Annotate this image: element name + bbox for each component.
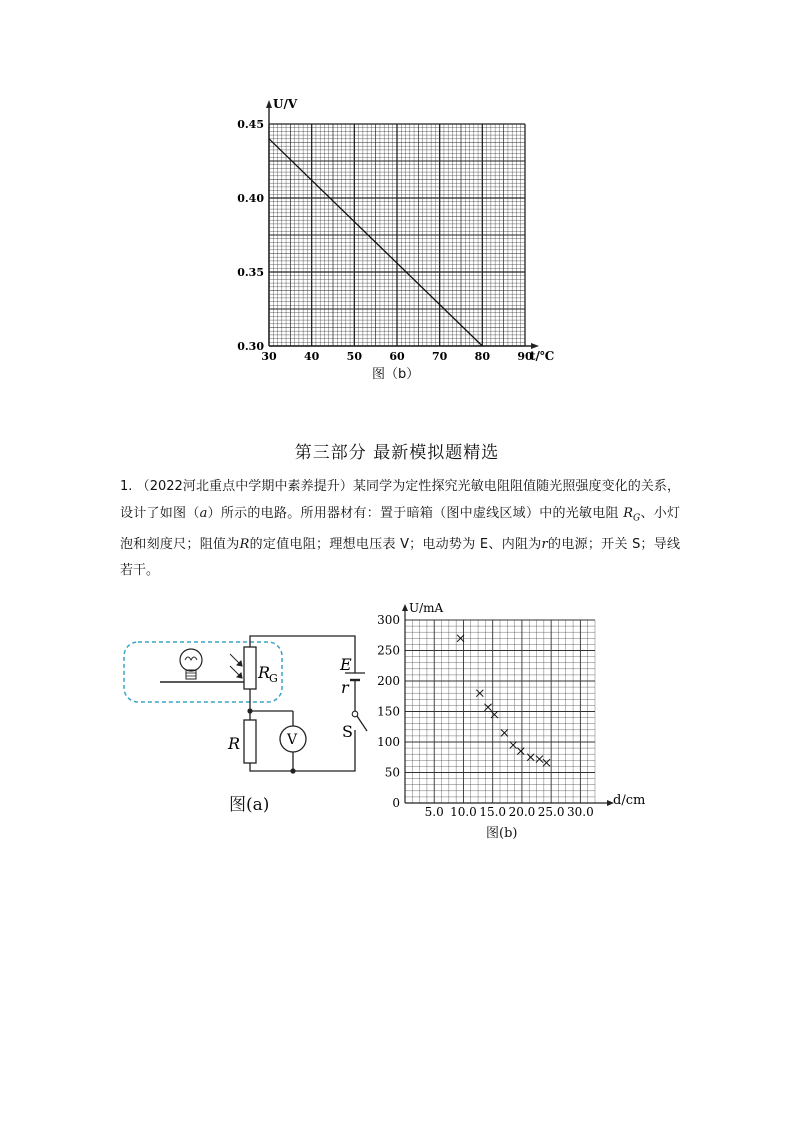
label-r-internal: r — [341, 678, 349, 697]
data-point — [501, 729, 508, 736]
switch-lever — [357, 716, 367, 731]
data-point — [510, 742, 517, 749]
x-tick-label: 30.0 — [567, 805, 594, 819]
chart-grid — [269, 124, 525, 346]
temperature-voltage-chart — [230, 95, 570, 385]
data-point — [536, 756, 543, 763]
y-tick-label: 0.35 — [237, 266, 264, 279]
label-r: R — [228, 734, 241, 753]
circuit-diagram — [118, 625, 378, 785]
problem-text-part: 的定值电阻；理想电压表 V；电动势为 E、内阻为 — [249, 536, 542, 552]
label-e: E — [340, 655, 352, 674]
section-title: 第三部分 最新模拟题精选 — [294, 443, 500, 463]
y-tick-label: 100 — [377, 735, 400, 749]
symbol-rg-sub: G — [632, 513, 641, 524]
y-axis-arrow — [266, 100, 272, 108]
x-tick-label: 80 — [474, 350, 490, 363]
y-tick-label: 50 — [384, 765, 400, 780]
y-tick-label: 150 — [377, 704, 400, 719]
y-tick-label: 0.30 — [237, 340, 264, 353]
label-s: S — [342, 722, 353, 741]
x-tick-label: 25.0 — [537, 805, 565, 819]
symbol-rg: R — [623, 505, 633, 521]
problem-text-part: 的电源；开关 S；导线若干。 — [120, 536, 680, 579]
problem-number: 1. — [120, 479, 133, 494]
y-axis-label: U/V — [273, 97, 298, 111]
problem-text-italic: a — [199, 505, 208, 521]
chart-marks — [377, 601, 645, 819]
symbol-r: R — [239, 536, 250, 552]
data-point — [491, 711, 498, 718]
x-tick-label: 40 — [304, 350, 320, 363]
lamp-icon — [180, 649, 202, 679]
data-point — [527, 754, 534, 761]
chart-marks — [237, 97, 554, 363]
y-tick-label: 250 — [377, 643, 400, 658]
distance-scatter-chart — [370, 600, 650, 825]
photoresistor — [244, 647, 256, 689]
x-tick-label: 90 — [517, 350, 533, 363]
problem-text-part: 、小灯泡和刻度尺；阻值为 — [120, 505, 680, 552]
y-tick-label: 300 — [377, 613, 400, 627]
figure-b-caption-bottom: 图(b) — [486, 826, 518, 841]
y-tick-label: 0.40 — [237, 192, 264, 205]
label-rg: R — [258, 663, 271, 682]
label-rg-sub: G — [269, 672, 278, 685]
x-tick-label: 60 — [389, 350, 405, 363]
figure-b-caption-top: 图（b） — [372, 367, 420, 382]
problem-text-part: ）所示的电路。所用器材有：置于暗箱（图中虚线区域）中的光敏电阻 — [207, 505, 624, 521]
chart-grid — [405, 620, 595, 803]
data-point — [517, 748, 524, 755]
x-axis-label: t/℃ — [530, 349, 555, 363]
x-tick-label: 50 — [346, 350, 362, 363]
figure-a-caption: 图(a) — [229, 795, 270, 815]
x-tick-label: 15.0 — [479, 805, 507, 819]
light-arrows-icon — [230, 654, 242, 678]
problem-text-part: （2022河北重点中学期中素养提升）某同学为定性探究光敏电阻阻值随光照强度变化的关系，设计了如图（ — [120, 479, 680, 521]
data-point — [485, 704, 492, 711]
x-tick-label: 5.0 — [424, 805, 444, 819]
y-tick-label: 200 — [377, 674, 400, 688]
x-tick-label: 20.0 — [508, 805, 536, 819]
y-tick-label: 0 — [392, 796, 400, 810]
y-axis-arrow — [402, 604, 408, 611]
fixed-resistor — [244, 720, 256, 763]
symbol-r-small: r — [541, 536, 548, 552]
y-axis-label: U/mA — [409, 601, 444, 615]
y-tick-label: 0.45 — [237, 118, 264, 131]
label-v: V — [287, 732, 298, 748]
x-tick-label: 10.0 — [450, 805, 477, 819]
x-axis-label: d/cm — [613, 793, 646, 808]
problem-text — [120, 474, 680, 585]
x-tick-label: 70 — [432, 350, 448, 363]
x-tick-label: 30 — [261, 350, 277, 363]
